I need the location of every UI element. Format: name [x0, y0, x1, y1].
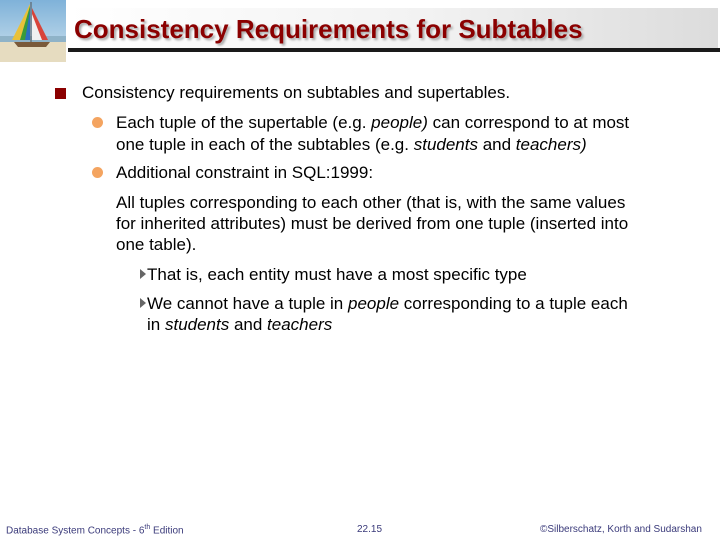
text-run: and: [229, 315, 268, 334]
italic-term: people): [371, 113, 428, 132]
italic-term: teachers: [267, 315, 333, 334]
text-run: corresponding to a tuple each: [399, 294, 628, 313]
circle-bullet-icon: [92, 117, 103, 128]
title-underline: [68, 48, 720, 52]
bullet-level3: That is, each entity must have a most specific type: [147, 265, 527, 284]
bullet-level2-line1: [116, 112, 629, 133]
text-run: Edition: [150, 525, 184, 537]
text-run: and: [477, 135, 516, 154]
text-run: in: [147, 315, 165, 334]
superscript: th: [144, 524, 151, 531]
text-run: We cannot have a tuple in: [147, 294, 348, 313]
text-run: one tuple in each of the subtables (e.g.: [116, 135, 414, 154]
text-run: Database System Concepts - 6: [6, 525, 145, 537]
bullet-level2: Additional constraint in SQL:1999:: [116, 163, 374, 182]
paragraph-line: for inherited attributes) must be derived from one tuple (inserted into: [116, 214, 629, 233]
text-run: Each tuple of the supertable (e.g.: [116, 113, 372, 132]
italic-term: people: [348, 294, 400, 313]
italic-term: students: [164, 315, 230, 334]
bullet-level2-line2: [116, 134, 587, 155]
sailboat-logo: [0, 0, 66, 62]
paragraph-line: All tuples corresponding to each other (that is, with the same values: [116, 193, 626, 212]
arrow-bullet-icon: [140, 298, 146, 308]
italic-term: teachers): [515, 135, 587, 154]
text-run: can correspond to at most: [427, 113, 630, 132]
square-bullet-icon: [55, 88, 66, 99]
footer-page-number: 22.15: [357, 524, 383, 535]
paragraph-line: one table).: [116, 235, 197, 254]
footer-book-title: [6, 524, 184, 536]
bullet-level3-line2: [147, 314, 332, 335]
bullet-level1: Consistency requirements on subtables and supertables.: [82, 83, 511, 102]
slide-title: Consistency Requirements for Subtables: [74, 14, 583, 44]
circle-bullet-icon: [92, 167, 103, 178]
bullet-level3-line1: [147, 293, 628, 314]
italic-term: students: [413, 135, 478, 154]
arrow-bullet-icon: [140, 269, 146, 279]
footer-copyright: ©Silberschatz, Korth and Sudarshan: [540, 524, 702, 535]
